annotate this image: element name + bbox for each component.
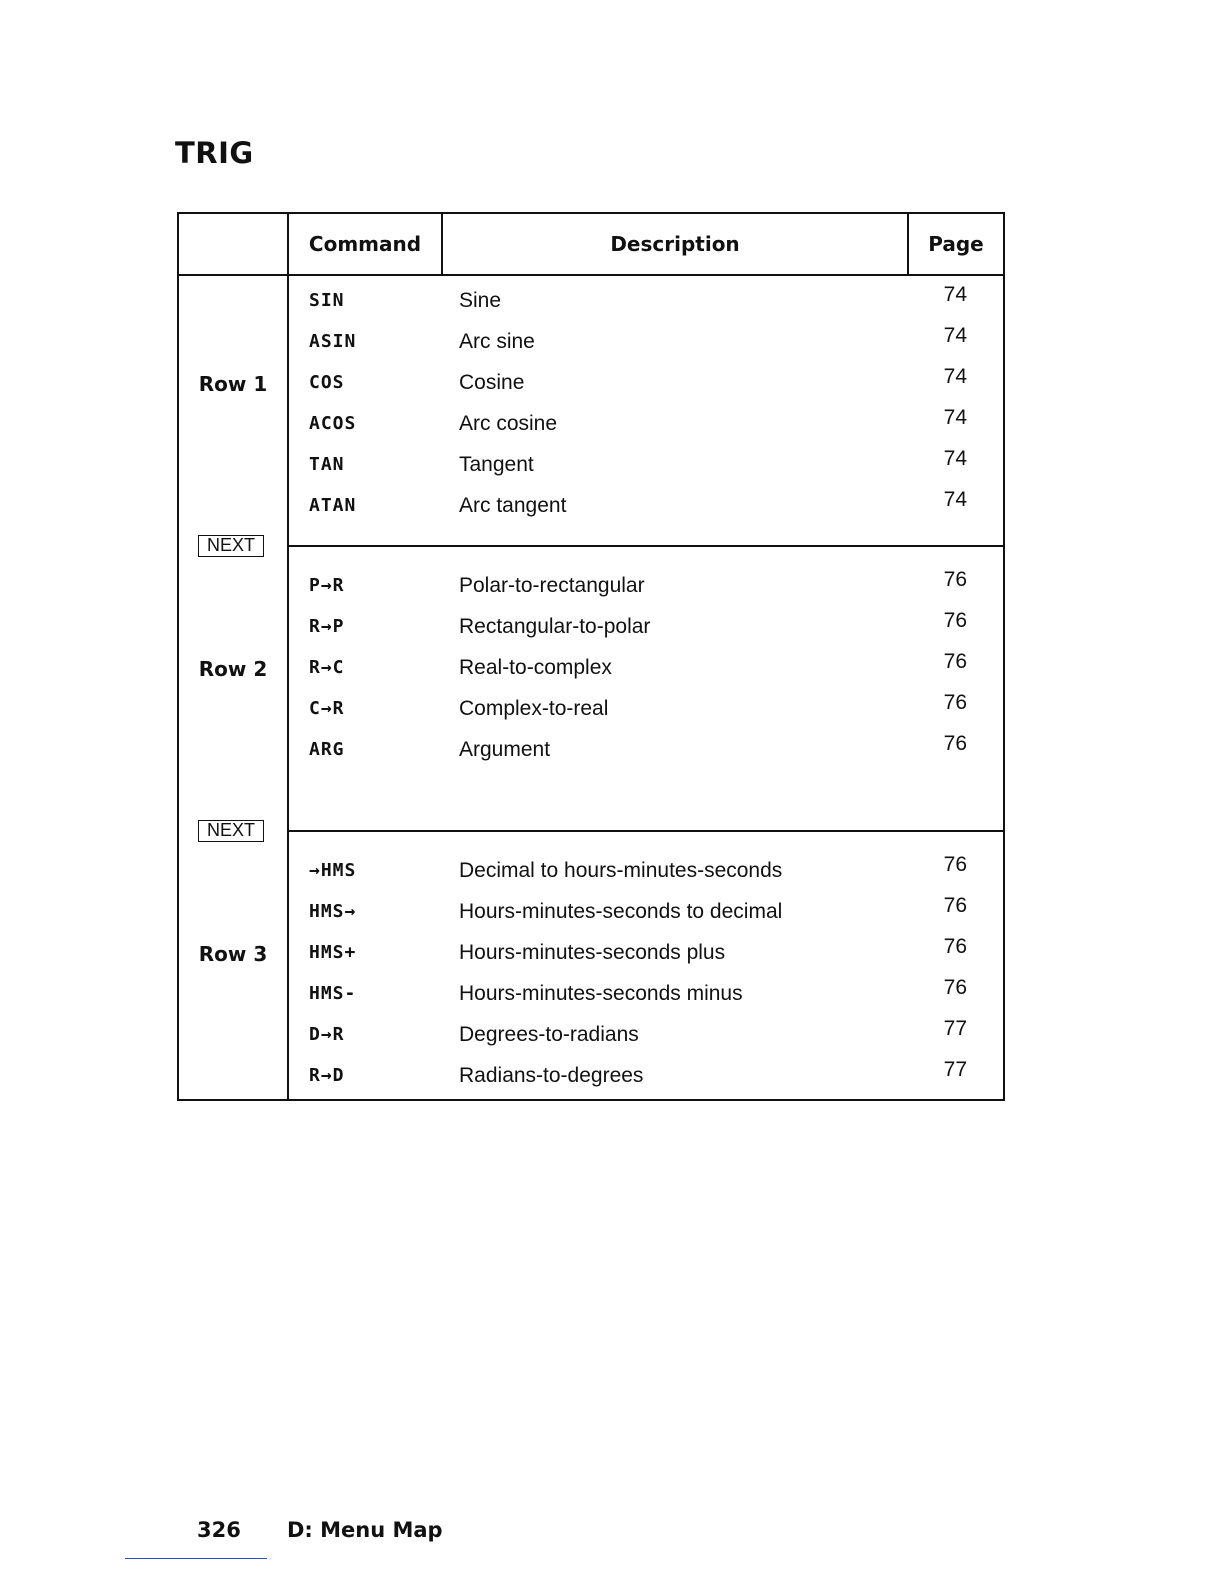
footer-rule bbox=[125, 1558, 267, 1559]
command-description: Degrees-to-radians bbox=[459, 1023, 639, 1046]
command-key: HMS- bbox=[309, 983, 357, 1004]
command-key: C→R bbox=[309, 698, 345, 719]
table-row bbox=[289, 647, 1003, 688]
command-key: R→P bbox=[309, 616, 345, 637]
page-number: 326 bbox=[197, 1518, 241, 1542]
next-key: NEXT bbox=[198, 820, 264, 842]
command-description: Cosine bbox=[459, 371, 525, 394]
table-row bbox=[289, 362, 1003, 403]
command-key: P→R bbox=[309, 575, 345, 596]
page-ref: 74 bbox=[943, 283, 967, 306]
command-description: Tangent bbox=[459, 453, 534, 476]
table-row bbox=[289, 1014, 1003, 1055]
table-row bbox=[289, 565, 1003, 606]
command-key: ARG bbox=[309, 739, 345, 760]
header-command: Command bbox=[308, 232, 422, 256]
command-description: Polar-to-rectangular bbox=[459, 574, 645, 597]
command-key: ACOS bbox=[309, 413, 357, 434]
table-header bbox=[179, 214, 1003, 276]
page-ref: 74 bbox=[943, 447, 967, 470]
table-row bbox=[289, 444, 1003, 485]
page-ref: 76 bbox=[943, 609, 967, 632]
row-label-1: Row 1 bbox=[198, 372, 268, 396]
command-description: Rectangular-to-polar bbox=[459, 615, 651, 638]
header-page: Page bbox=[928, 232, 984, 256]
command-key: TAN bbox=[309, 454, 345, 475]
page-ref: 76 bbox=[943, 935, 967, 958]
command-key: HMS+ bbox=[309, 942, 357, 963]
page-ref: 76 bbox=[943, 650, 967, 673]
table-row bbox=[289, 932, 1003, 973]
command-key: R→C bbox=[309, 657, 345, 678]
command-description: Decimal to hours-minutes-seconds bbox=[459, 859, 783, 882]
row-label-2: Row 2 bbox=[198, 657, 268, 681]
table-row bbox=[289, 485, 1003, 526]
page-ref: 76 bbox=[943, 976, 967, 999]
command-key: D→R bbox=[309, 1024, 345, 1045]
table-row bbox=[289, 280, 1003, 321]
page-ref: 76 bbox=[943, 691, 967, 714]
command-description: Hours-minutes-seconds to decimal bbox=[459, 900, 783, 923]
command-description: Argument bbox=[459, 738, 551, 761]
table-row bbox=[289, 973, 1003, 1014]
page-ref: 74 bbox=[943, 406, 967, 429]
header-description: Description bbox=[610, 232, 740, 256]
page-footer bbox=[197, 1518, 443, 1542]
table-row bbox=[289, 850, 1003, 891]
row-label-3: Row 3 bbox=[198, 942, 268, 966]
section-divider bbox=[289, 545, 1003, 547]
table-row bbox=[289, 606, 1003, 647]
command-description: Sine bbox=[459, 289, 502, 312]
command-key: COS bbox=[309, 372, 345, 393]
page-ref: 74 bbox=[943, 324, 967, 347]
page-ref: 76 bbox=[943, 732, 967, 755]
page-ref: 76 bbox=[943, 853, 967, 876]
command-key: R→D bbox=[309, 1065, 345, 1086]
command-key: SIN bbox=[309, 290, 345, 311]
table-row bbox=[289, 688, 1003, 729]
table-row bbox=[289, 1055, 1003, 1096]
command-description: Arc cosine bbox=[459, 412, 558, 435]
command-key: →HMS bbox=[309, 860, 357, 881]
section-divider bbox=[289, 830, 1003, 832]
command-key: ASIN bbox=[309, 331, 357, 352]
table-row bbox=[289, 403, 1003, 444]
page-title: TRIG bbox=[175, 136, 254, 170]
command-description: Hours-minutes-seconds minus bbox=[459, 982, 743, 1005]
command-description: Arc tangent bbox=[459, 494, 567, 517]
page-ref: 76 bbox=[943, 894, 967, 917]
page-ref: 76 bbox=[943, 568, 967, 591]
page-ref: 74 bbox=[943, 488, 967, 511]
menu-table bbox=[177, 212, 1005, 1101]
page-ref: 77 bbox=[943, 1058, 967, 1081]
command-description: Radians-to-degrees bbox=[459, 1064, 644, 1087]
table-row bbox=[289, 321, 1003, 362]
page-ref: 77 bbox=[943, 1017, 967, 1040]
section-title: D: Menu Map bbox=[287, 1518, 443, 1542]
page-ref: 74 bbox=[943, 365, 967, 388]
command-description: Hours-minutes-seconds plus bbox=[459, 941, 726, 964]
command-description: Real-to-complex bbox=[459, 656, 612, 679]
next-key: NEXT bbox=[198, 535, 264, 557]
command-description: Arc sine bbox=[459, 330, 535, 353]
table-row bbox=[289, 729, 1003, 770]
command-key: HMS→ bbox=[309, 901, 357, 922]
command-key: ATAN bbox=[309, 495, 357, 516]
table-row bbox=[289, 891, 1003, 932]
command-description: Complex-to-real bbox=[459, 697, 609, 720]
